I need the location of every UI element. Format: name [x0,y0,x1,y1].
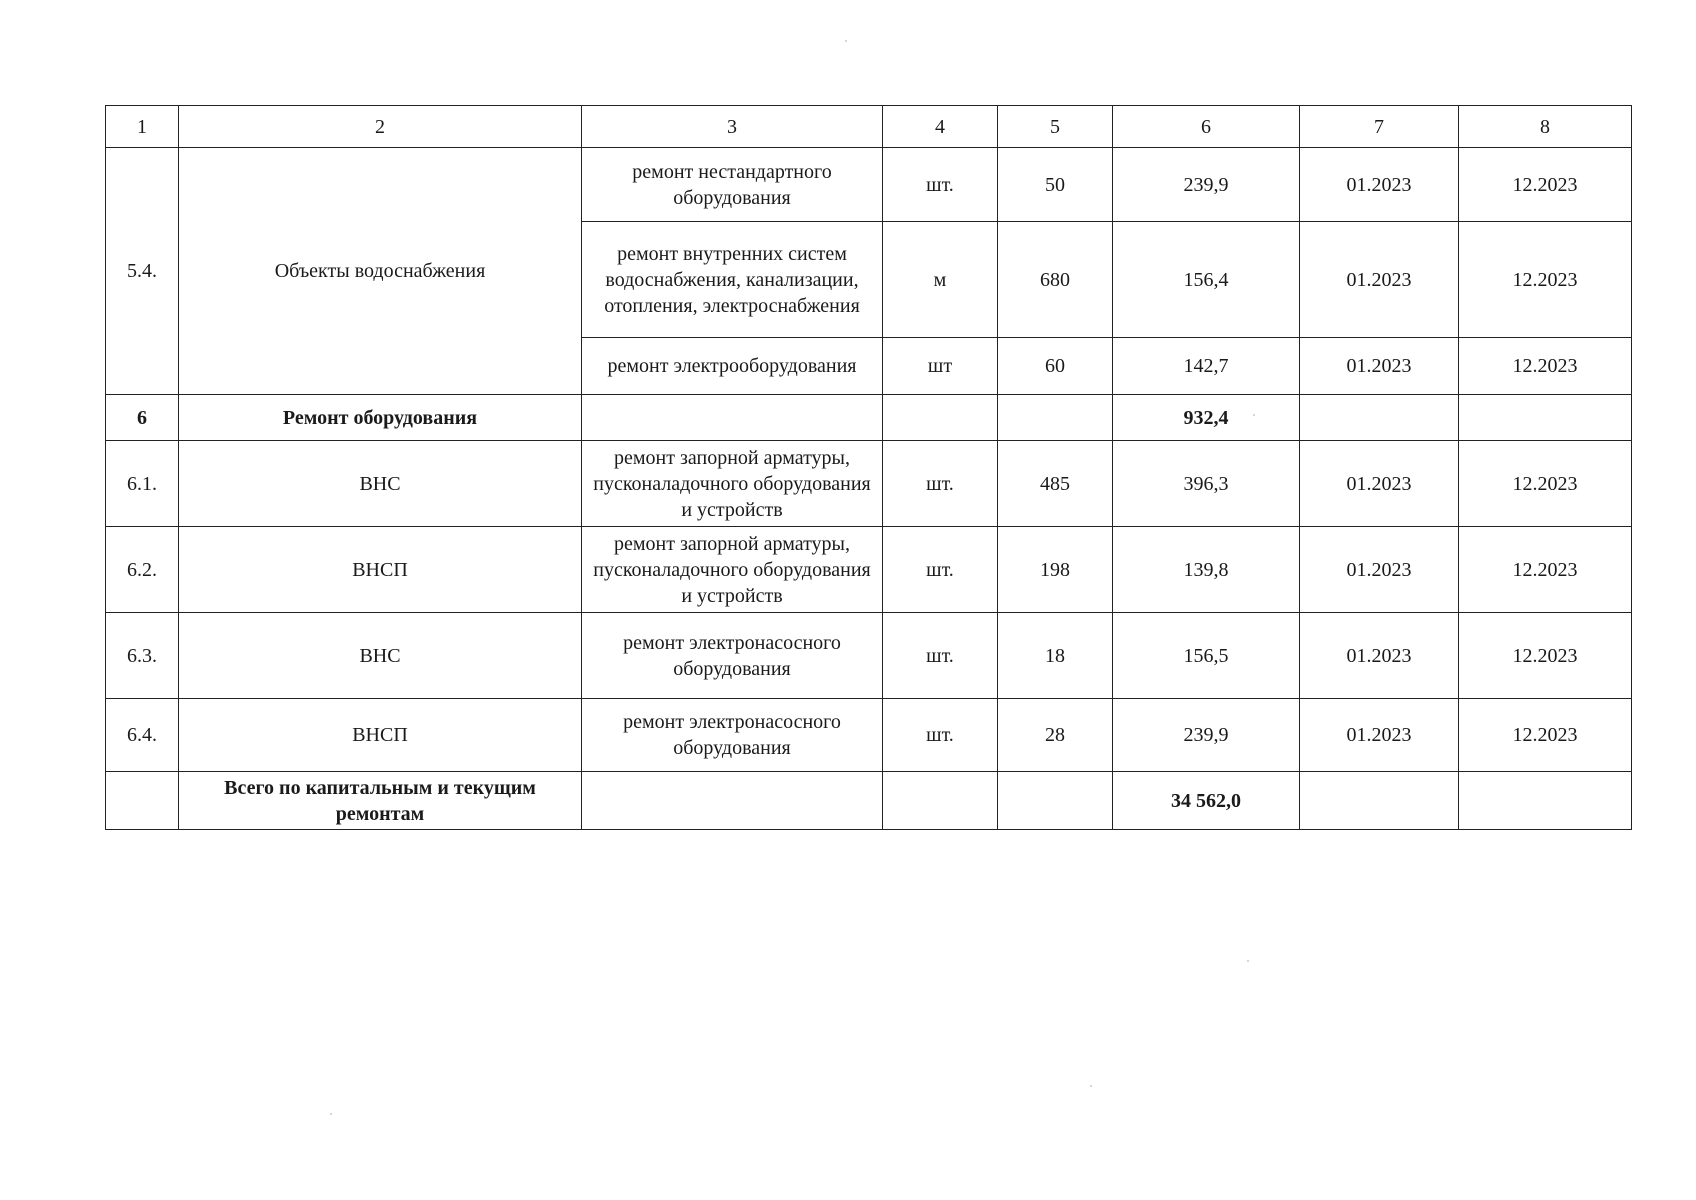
start-date-cell: 01.2023 [1300,222,1459,338]
end-date-cell: 12.2023 [1459,527,1632,613]
unit-cell: шт. [883,699,998,772]
table-row [106,148,1632,222]
scan-speck [1247,960,1249,962]
object-name: Объекты водоснабжения [179,148,582,395]
end-date-cell: 12.2023 [1459,441,1632,527]
unit-cell: шт. [883,527,998,613]
column-number: 6 [1113,106,1300,148]
start-date-cell: 01.2023 [1300,699,1459,772]
table-row [106,441,1632,527]
quantity-cell: 28 [998,699,1113,772]
empty-cell [883,772,998,830]
start-date-cell: 01.2023 [1300,527,1459,613]
column-number: 5 [998,106,1113,148]
work-description: ремонт нестандартного оборудования [582,148,883,222]
start-date-cell: 01.2023 [1300,148,1459,222]
empty-cell [998,395,1113,441]
quantity-cell: 50 [998,148,1113,222]
column-number-header-row [106,106,1632,148]
row-number: 6.4. [106,699,179,772]
table-row [106,613,1632,699]
end-date-cell: 12.2023 [1459,699,1632,772]
start-date-cell: 01.2023 [1300,441,1459,527]
cost-cell: 932,4 [1113,395,1300,441]
row-number: 6 [106,395,179,441]
unit-cell: шт. [883,148,998,222]
empty-cell [998,772,1113,830]
unit-cell: шт [883,338,998,395]
unit-cell: шт. [883,613,998,699]
cost-cell: 156,4 [1113,222,1300,338]
row-number: 6.3. [106,613,179,699]
cost-cell: 142,7 [1113,338,1300,395]
total-row [106,772,1632,830]
work-description: ремонт электронасосного оборудования [582,699,883,772]
quantity-cell: 18 [998,613,1113,699]
work-description: ремонт электронасосного оборудования [582,613,883,699]
empty-cell [1459,395,1632,441]
work-description: ремонт запорной арматуры, пусконаладочного оборудования и устройств [582,441,883,527]
empty-cell [1300,772,1459,830]
section-row [106,395,1632,441]
row-number: 6.1. [106,441,179,527]
table-row [106,527,1632,613]
work-description: ремонт запорной арматуры, пусконаладочного оборудования и устройств [582,527,883,613]
empty-cell [1300,395,1459,441]
table-row [106,699,1632,772]
unit-cell: шт. [883,441,998,527]
cost-cell: 139,8 [1113,527,1300,613]
work-description: ремонт внутренних систем водоснабжения, канализации, отопления, электроснабжения [582,222,883,338]
end-date-cell: 12.2023 [1459,613,1632,699]
scan-speck [1090,1085,1092,1087]
cost-cell: 239,9 [1113,699,1300,772]
empty-cell [883,395,998,441]
quantity-cell: 680 [998,222,1113,338]
quantity-cell: 60 [998,338,1113,395]
column-number: 3 [582,106,883,148]
column-number: 8 [1459,106,1632,148]
scan-speck [845,40,847,42]
work-description: ремонт электрооборудования [582,338,883,395]
cost-cell: 156,5 [1113,613,1300,699]
column-number: 7 [1300,106,1459,148]
cost-cell: 396,3 [1113,441,1300,527]
section-title: Ремонт оборудования [179,395,582,441]
column-number: 2 [179,106,582,148]
empty-cell [582,395,883,441]
empty-cell [1459,772,1632,830]
cost-cell: 239,9 [1113,148,1300,222]
start-date-cell: 01.2023 [1300,338,1459,395]
total-cost: 34 562,0 [1113,772,1300,830]
row-number: 6.2. [106,527,179,613]
empty-cell [582,772,883,830]
quantity-cell: 198 [998,527,1113,613]
column-number: 4 [883,106,998,148]
end-date-cell: 12.2023 [1459,148,1632,222]
empty-cell [106,772,179,830]
start-date-cell: 01.2023 [1300,613,1459,699]
repairs-table [105,105,1632,830]
column-number: 1 [106,106,179,148]
unit-cell: м [883,222,998,338]
scan-speck [330,1113,332,1115]
row-number: 5.4. [106,148,179,395]
end-date-cell: 12.2023 [1459,222,1632,338]
object-name: ВНС [179,441,582,527]
end-date-cell: 12.2023 [1459,338,1632,395]
total-label: Всего по капитальным и текущим ремонтам [179,772,582,830]
quantity-cell: 485 [998,441,1113,527]
object-name: ВНС [179,613,582,699]
object-name: ВНСП [179,699,582,772]
object-name: ВНСП [179,527,582,613]
